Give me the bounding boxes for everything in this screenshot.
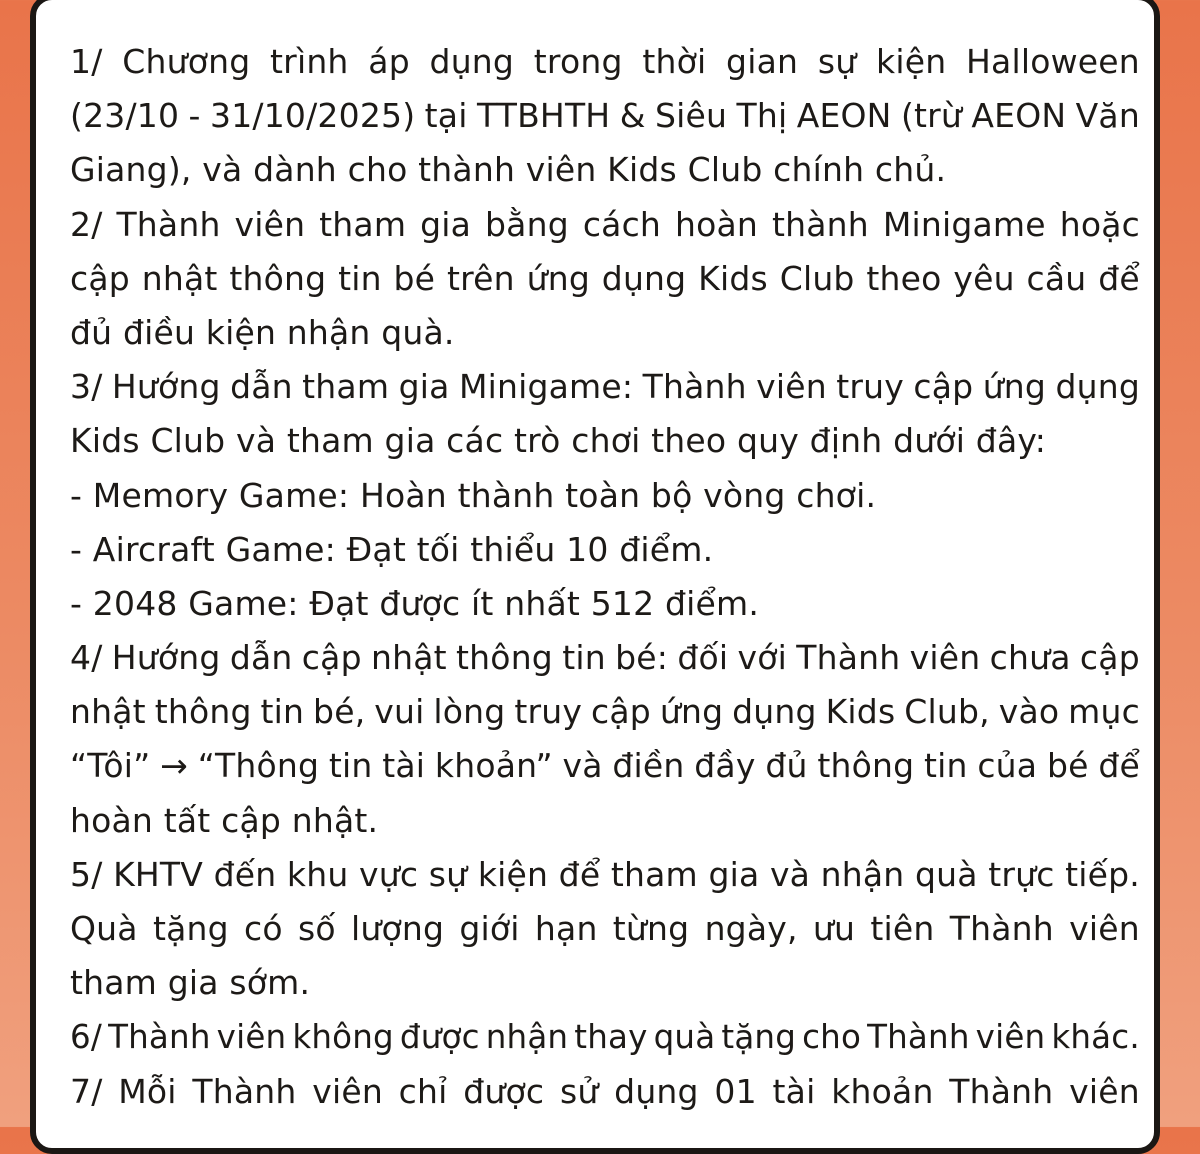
word: → [160, 746, 188, 786]
word: lượng [351, 909, 445, 948]
word: 4/ [70, 638, 103, 678]
word: Thành [642, 367, 747, 407]
word: viên [312, 1071, 383, 1111]
word: truy [514, 692, 583, 732]
word: và [562, 746, 603, 786]
word: Kids [698, 258, 768, 298]
word: Siêu [654, 96, 728, 136]
word: 01 [714, 1071, 757, 1111]
rule-line [70, 1010, 1140, 1064]
word: “Tôi” [70, 746, 151, 786]
rules-panel [30, 0, 1160, 1154]
word: 5/ [70, 854, 103, 894]
word: gia [420, 204, 472, 244]
word: TTBHTH [476, 96, 611, 136]
word: đối [677, 638, 729, 678]
word: Thành [108, 1018, 211, 1057]
rule-line [70, 252, 1140, 306]
word: quà [653, 1018, 716, 1057]
word: viên [234, 204, 306, 244]
word: Thành [949, 1071, 1054, 1111]
word: tiên [870, 909, 935, 948]
word: nhật [141, 258, 218, 298]
word: tham [319, 204, 407, 244]
word: bé, [313, 692, 366, 732]
word: dụng [1055, 367, 1140, 407]
word: AEON [971, 96, 1067, 136]
word: cập [913, 367, 974, 407]
word: bé [393, 258, 436, 298]
word: tặng [721, 1018, 797, 1057]
word: viên [909, 638, 981, 678]
word: khoản [831, 1071, 934, 1111]
rule-line: tham gia sớm. [70, 963, 311, 1003]
word: tin [338, 258, 382, 298]
word: chưa [989, 638, 1071, 678]
rule-line: đủ điều kiện nhận quà. [70, 312, 455, 352]
word: chỉ [398, 1071, 448, 1111]
word: khác. [1051, 1018, 1140, 1057]
word: thông [229, 258, 327, 298]
word: Hướng [111, 638, 221, 678]
word: thông [817, 746, 915, 786]
word: bé [1046, 746, 1089, 786]
word: tham [610, 854, 698, 894]
word: ưu [812, 909, 856, 948]
word: không [292, 1018, 394, 1057]
word: Thành [867, 1018, 970, 1057]
word: lòng [433, 692, 506, 732]
rule-line [70, 739, 1140, 793]
word: khoản” [434, 746, 553, 786]
word: kiện [876, 42, 947, 81]
word: quà [914, 854, 978, 894]
word: Thị [736, 96, 788, 136]
word: số [297, 909, 336, 948]
word: cho [802, 1018, 862, 1057]
word: áp [368, 42, 410, 81]
word: thay [574, 1018, 648, 1057]
rule-line [70, 902, 1140, 956]
word: thông [456, 638, 553, 678]
word: cách [582, 204, 662, 244]
word: nhật [70, 692, 146, 732]
word: “Thông [197, 746, 320, 786]
word: Văn [1075, 96, 1140, 136]
word: vào [998, 692, 1060, 732]
word: tại [424, 96, 468, 136]
word: Mỗi [118, 1071, 177, 1111]
word: Thành [116, 204, 221, 244]
word: Thành [949, 909, 1054, 948]
rule-line [70, 35, 1140, 89]
word: tiếp. [1065, 854, 1140, 894]
word: và [769, 854, 811, 894]
rule-line: - Memory Game: Hoàn thành toàn bộ vòng chơi. [70, 475, 877, 515]
word: Quà [70, 909, 138, 948]
word: & [619, 96, 646, 136]
word: 31/10/2025) [210, 96, 416, 136]
word: với [737, 638, 788, 678]
word: được [463, 1071, 545, 1111]
word: 3/ [70, 367, 103, 407]
word: Minigame: [458, 367, 634, 407]
word: truy [836, 367, 904, 407]
word: Club, [904, 692, 990, 732]
word: bằng [485, 204, 569, 244]
word: Minigame [882, 204, 1046, 244]
word: 1/ [70, 42, 103, 81]
word: Thành [192, 1071, 297, 1111]
word: dụng [429, 42, 515, 81]
word: để [1098, 746, 1140, 786]
word: của [977, 746, 1038, 786]
word: ứng [526, 258, 590, 298]
word: vui [374, 692, 425, 732]
word: yêu [953, 258, 1015, 298]
word: sử [559, 1071, 599, 1111]
word: hoặc [1059, 204, 1140, 244]
word: điền [612, 746, 685, 786]
word: Club [779, 258, 855, 298]
rules-text [70, 35, 1140, 1119]
word: tin [328, 746, 373, 786]
word: hoàn [674, 204, 759, 244]
word: dẫn [229, 638, 293, 678]
word: dụng [732, 692, 817, 732]
word: thông [154, 692, 252, 732]
word: vực [359, 854, 419, 894]
word: KHTV [113, 854, 204, 894]
rule-line: hoàn tất cập nhật. [70, 800, 379, 840]
rule-line [70, 89, 1140, 143]
word: tin [562, 638, 606, 678]
rule-line [70, 360, 1140, 414]
word: từng [612, 909, 690, 948]
word: dụng [601, 258, 687, 298]
word: được [399, 1018, 480, 1057]
word: ngày, [704, 909, 798, 948]
word: tin [260, 692, 305, 732]
word: có [244, 909, 283, 948]
word: tài [772, 1071, 816, 1111]
word: bé: [615, 638, 669, 678]
word: cập [591, 692, 651, 732]
word: cập [301, 638, 362, 678]
word: sự [817, 42, 857, 81]
word: trình [270, 42, 349, 81]
word: dụng [614, 1071, 699, 1111]
word: để [558, 854, 601, 894]
word: (23/10 [70, 96, 180, 136]
word: viên [975, 1018, 1046, 1057]
word: tin [923, 746, 968, 786]
word: cập [1079, 638, 1140, 678]
word: tài [382, 746, 426, 786]
word: sự [428, 854, 468, 894]
word: Thành [796, 638, 901, 678]
word: viên [1069, 909, 1140, 948]
word: 6/ [70, 1018, 103, 1057]
word: thời [642, 42, 707, 81]
word: gia [708, 854, 760, 894]
word: 7/ [70, 1071, 103, 1111]
word: nhật [370, 638, 447, 678]
word: khu [286, 854, 349, 894]
word: thành [771, 204, 869, 244]
rule-line [70, 631, 1140, 685]
word: tham [302, 367, 390, 407]
word: giới [459, 909, 520, 948]
word: Halloween [966, 42, 1140, 81]
word: trong [533, 42, 623, 81]
word: Hướng [111, 367, 221, 407]
word: nhận [485, 1018, 569, 1057]
word: viên [216, 1018, 287, 1057]
rule-line [70, 685, 1140, 739]
word: trực [988, 854, 1055, 894]
word: viên [1069, 1071, 1140, 1111]
rule-line [70, 848, 1140, 902]
rule-line: Giang), và dành cho thành viên Kids Club chính chủ. [70, 150, 947, 190]
word: gia [398, 367, 450, 407]
word: (trừ [900, 96, 963, 136]
word: viên [756, 367, 827, 407]
word: - [188, 96, 201, 136]
word: trên [446, 258, 515, 298]
word: đến [213, 854, 277, 894]
word: gian [726, 42, 799, 81]
word: mục [1068, 692, 1140, 732]
word: để [1098, 258, 1140, 298]
rule-line: - Aircraft Game: Đạt tối thiểu 10 điểm. [70, 529, 714, 569]
word: đủ [765, 746, 808, 786]
word: cập [70, 258, 130, 298]
rule-line: Kids Club và tham gia các trò chơi theo quy định dưới đây: [70, 421, 1047, 461]
rule-line [70, 198, 1140, 252]
rule-line [70, 1065, 1140, 1119]
word: ứng [982, 367, 1047, 407]
word: dẫn [230, 367, 293, 407]
word: 2/ [70, 204, 103, 244]
word: theo [866, 258, 942, 298]
word: nhận [820, 854, 905, 894]
word: ứng [659, 692, 724, 732]
word: kiện [477, 854, 549, 894]
word: hạn [534, 909, 598, 948]
word: AEON [796, 96, 892, 136]
word: tặng [152, 909, 229, 948]
word: cầu [1026, 258, 1087, 298]
word: đầy [694, 746, 756, 786]
rule-line: - 2048 Game: Đạt được ít nhất 512 điểm. [70, 583, 760, 623]
word: Kids [825, 692, 896, 732]
word: Chương [122, 42, 251, 81]
